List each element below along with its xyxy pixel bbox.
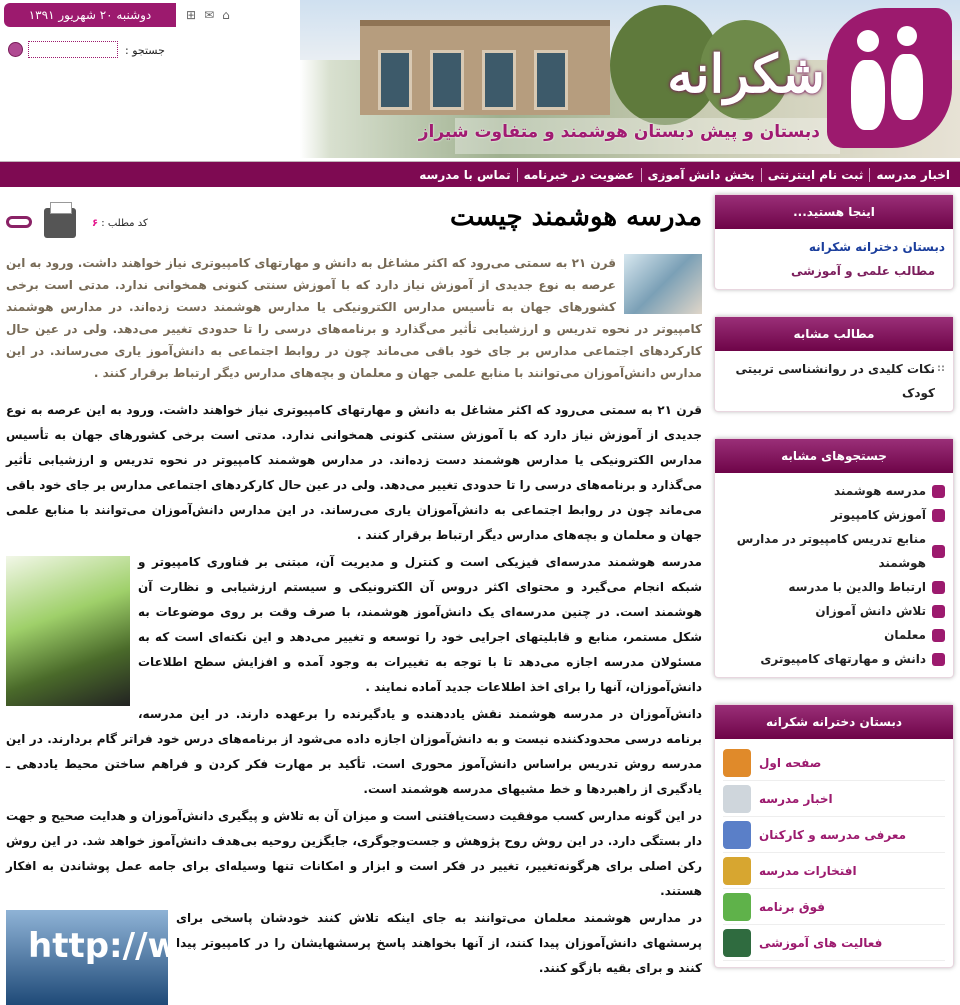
menu-label: اخبار مدرسه bbox=[759, 791, 833, 806]
date-bar: دوشنبه ۲۰ شهریور ۱۳۹۱ bbox=[4, 3, 176, 27]
similar-article-item[interactable]: :: نکات کلیدی در روانشناسی تربیتی کودک bbox=[723, 357, 945, 405]
search-tag-label: معلمان bbox=[884, 628, 926, 642]
article-code bbox=[92, 218, 148, 229]
tag-icon bbox=[932, 581, 945, 594]
menu-label: فوق برنامه bbox=[759, 899, 825, 914]
search-tag-item[interactable] bbox=[723, 527, 945, 575]
paragraph: مدرسه هوشمند مدرسه‌ای فیزیکی است و کنترل و مدیریت آن، مبتنی بر فناوری کامپیوتر و شبکه انجام می‌گیرد و محتوای اکثر دروس آن الکترونیکی و سیستم ارزشیابی و نظارت آن هوشمند است. در چنین مدرسه‌ای یک دانش‌آموز هوشمند، با صرف وقت بر روی موضوعات به شکل مستمر، منابع و قابلیتهای اجرایی خود را توسعه و تغییر می‌دهد و این نکته‌ای است که به مسئولان مدرسه اجازه می‌دهد تا با توجه به تغییرات به وجود آمده و افزایش سطح اطلاعات دانش‌آموزان، آنها را برای اخذ اطلاعات جدید آماده نمایند . bbox=[138, 555, 702, 694]
breadcrumb-item[interactable]: مطالب علمی و آموزشی bbox=[790, 264, 935, 278]
brand-title: شکرانه bbox=[667, 44, 825, 105]
search-tag-label: مدرسه هوشمند bbox=[833, 484, 926, 498]
code-value: ۶ bbox=[92, 218, 99, 229]
school-menu-box bbox=[714, 704, 954, 968]
tag-icon bbox=[932, 485, 945, 498]
breadcrumb-item[interactable]: دبستان دخترانه شکرانه bbox=[808, 240, 945, 254]
print-icon[interactable] bbox=[44, 208, 76, 238]
tag-icon bbox=[932, 545, 945, 558]
site-header bbox=[0, 0, 960, 158]
mail-icon[interactable]: ✉ bbox=[204, 8, 215, 22]
breadcrumb-title: اینجا هستید... bbox=[715, 195, 953, 229]
brand-subtitle: دبستان و پیش دبستان هوشمند و متفاوت شیراز bbox=[418, 122, 820, 142]
smartboard-photo bbox=[6, 556, 130, 706]
trophy-icon bbox=[723, 857, 751, 885]
search-tag-label: دانش و مهارتهای کامپیوتری bbox=[760, 652, 926, 666]
intro-text: قرن ۲۱ به سمتی می‌رود که اکثر مشاغل به دانش و مهارتهای کامپیوتری نیاز خواهند داشت. ورود به این عرصه به نوع جدیدی از آموزش نیاز دارد که با آموزش سنتی کنونی همخوانی ندارد. مدتی است برخی کشورهای جهان به تأسیس مدارس الکترونیکی یا مدارس هوشمند دست زده‌اند. در مدارس هوشمند کامپیوتر در نحوه تدریس و ارزشیابی تأثیر می‌گذارد و برنامه‌های درسی را تا حدودی تغییر می‌دهد. ولی در عین حال کارکردهای اجتماعی مدارس بر جای خود باقی می‌ماند چون در روابط اجتماعی به دانش‌آموز یاری می‌رساند. در این مدارس دانش‌آموزان می‌توانند با منابع علمی جهان و معلمان و بچه‌های مدارس دیگر ارتباط برقرار کنند . bbox=[6, 256, 702, 380]
search-tag-label: تلاش دانش آموزان bbox=[815, 604, 926, 618]
paragraph: در این گونه مدارس کسب موفقیت دست‌یافتنی است و میزان آن به تلاش و پیگیری دانش‌آموزان و هدایت صحیح و جهت دار بستگی دارد. در این روش روح پژوهش و جست‌وجوگری، جایگزین روحیه بی‌هدف دانش‌آموز خواهد شد. در این روش رکن اصلی برای هرگونه‌تغییر، تغییر در فکر است و ابزار و امکانات تنها وسیله‌ای برای جامه عمل پوشاندن به افکار هستند. bbox=[6, 809, 702, 898]
menu-about[interactable] bbox=[723, 817, 945, 853]
search-tag-label: ارتباط والدین با مدرسه bbox=[788, 580, 926, 594]
similar-searches-box bbox=[714, 438, 954, 678]
breadcrumb-box bbox=[714, 194, 954, 290]
house-icon bbox=[723, 749, 751, 777]
chalkboard-icon bbox=[723, 929, 751, 957]
school-logo[interactable] bbox=[827, 8, 952, 148]
school-building-photo bbox=[360, 20, 610, 115]
similar-articles-box bbox=[714, 316, 954, 412]
article-intro bbox=[6, 252, 702, 384]
search-tag-label: آموزش کامپیوتر bbox=[831, 508, 926, 522]
menu-label: صفحه اول bbox=[759, 755, 822, 770]
breadcrumb bbox=[715, 229, 953, 289]
paragraph: دانش‌آموزان در مدرسه هوشمند نقش یاددهنده و یادگیرنده را برعهده دارند. در این مدرسه، برنامه درسی محدودکننده نیست و به دانش‌آموزان اجازه داده می‌شود از برنامه‌های درس خود فراتر گام بردارند. در این مدرسه روش تدریس براساس دانش‌آموز محوری است. تأکید بر مهارت فکر کردن و فراهم ساختن محیط یاددهی ـ یادگیری از راهبردها و خط مشیهای مدرسه هوشمند است. bbox=[6, 707, 702, 796]
sidebar bbox=[710, 194, 960, 994]
menu-label: فعالیت های آموزشی bbox=[759, 935, 883, 950]
tag-icon bbox=[932, 629, 945, 642]
classroom-thumbnail bbox=[624, 254, 702, 314]
nav-newsletter[interactable]: عضویت در خبرنامه bbox=[517, 168, 641, 182]
menu-label: معرفی مدرسه و کارکنان bbox=[759, 827, 907, 842]
search-tag-item[interactable] bbox=[723, 647, 945, 671]
menu-extracurricular[interactable] bbox=[723, 889, 945, 925]
http-image-text: http://www. bbox=[28, 926, 253, 966]
paragraph: قرن ۲۱ به سمتی می‌رود که اکثر مشاغل به دانش و مهارتهای کامپیوتری نیاز خواهند داشت. ورود به این عرصه به نوع جدیدی از آموزش نیاز دارد که با آموزش سنتی کنونی همخوانی ندارد. مدتی است برخی کشورهای جهان به تأسیس مدارس الکترونیکی یا مدارس هوشمند دست زده‌اند. در مدارس هوشمند کامپیوتر در نحوه تدریس و ارزشیابی تأثیر می‌گذارد و برنامه‌های درسی را تا حدودی تغییر می‌دهد. ولی در عین حال کارکردهای اجتماعی مدارس بر جای خود باقی می‌ماند چون در روابط اجتماعی به دانش‌آموزان یاری می‌رساند. در این مدارس دانش‌آموزان می‌توانند با منابع علمی جهان و معلمان و بچه‌های مدارس دیگر ارتباط برقرار کنند . bbox=[6, 403, 702, 542]
tag-icon bbox=[932, 605, 945, 618]
notebook-icon bbox=[723, 821, 751, 849]
article-title: مدرسه هوشمند چیست bbox=[449, 202, 702, 232]
search-tag-item[interactable] bbox=[723, 623, 945, 647]
code-label: کد مطلب : bbox=[101, 218, 148, 229]
search-tag-label: منابع تدریس کامپیوتر در مدارس هوشمند bbox=[736, 532, 926, 570]
school-menu-title: دبستان دخترانه شکرانه bbox=[715, 705, 953, 739]
nav-student-section[interactable]: بخش دانش آموزی bbox=[641, 168, 761, 182]
search-tag-item[interactable] bbox=[723, 599, 945, 623]
tag-icon bbox=[932, 653, 945, 666]
similar-searches-title: جستجوهای مشابه bbox=[715, 439, 953, 473]
nav-online-registration[interactable]: ثبت نام اینترنتی bbox=[761, 168, 870, 182]
menu-home[interactable] bbox=[723, 745, 945, 781]
search-tag-item[interactable] bbox=[723, 575, 945, 599]
nav-school-news[interactable]: اخبار مدرسه bbox=[869, 168, 956, 182]
search-label: جستجو : bbox=[125, 44, 165, 57]
menu-activities[interactable] bbox=[723, 925, 945, 961]
link-icon[interactable] bbox=[6, 216, 32, 228]
search-button[interactable] bbox=[8, 42, 23, 57]
menu-news[interactable] bbox=[723, 781, 945, 817]
menu-honors[interactable] bbox=[723, 853, 945, 889]
http-image bbox=[6, 910, 253, 1005]
main-nav bbox=[0, 161, 960, 187]
article-body bbox=[6, 398, 702, 1005]
checklist-icon bbox=[723, 893, 751, 921]
search-input[interactable] bbox=[28, 41, 118, 58]
nav-contact[interactable]: تماس با مدرسه bbox=[419, 168, 511, 182]
sitemap-icon[interactable]: ⊞ bbox=[186, 8, 197, 22]
paragraph: در مدارس هوشمند معلمان می‌توانند به جای اینکه تلاش کنند خودشان پاسخی برای پرسشهای دانش‌آموزان پیدا کنند، از آنها بخواهند پاسخ پرسشهایشان را در کامپیوتر پیدا کنند و برای بقیه بازگو کنند. bbox=[176, 911, 702, 975]
tag-icon bbox=[932, 509, 945, 522]
search-tag-item[interactable] bbox=[723, 479, 945, 503]
top-icons bbox=[186, 8, 230, 22]
home-icon[interactable]: ⌂ bbox=[222, 8, 230, 22]
similar-articles-title: مطالب مشابه bbox=[715, 317, 953, 351]
menu-label: افتخارات مدرسه bbox=[759, 863, 857, 878]
newspaper-icon bbox=[723, 785, 751, 813]
search-tag-item[interactable] bbox=[723, 503, 945, 527]
